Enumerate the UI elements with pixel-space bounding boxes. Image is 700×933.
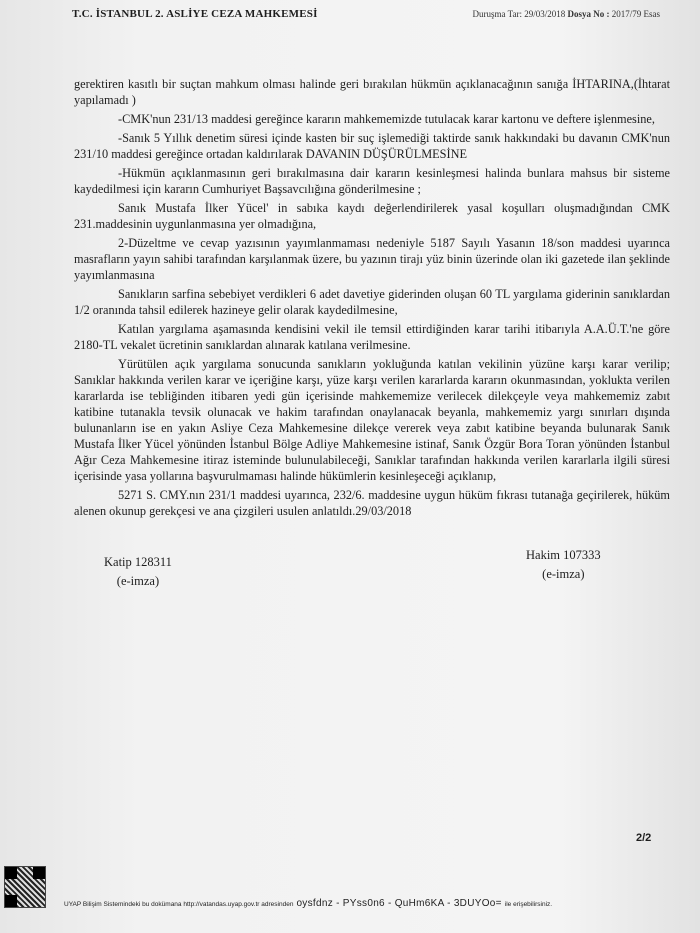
clerk-signature: [104, 553, 172, 591]
clerk-title: Katip 128311: [104, 555, 172, 569]
paragraph: Sanıkların sarfina sebebiyet verdikleri 6 adet davetiye giderinden oluşan 60 TL yargılama giderinin sanıklardan 1/2 oranında tahsil edilerek hazineye gelir olarak kaydedilmesine,: [74, 287, 670, 317]
clerk-e-signature-note: (e-imza): [116, 574, 160, 588]
judge-e-signature-note: (e-imza): [542, 567, 585, 581]
judge-title: Hakim 107333: [526, 548, 601, 562]
footer-prefix: UYAP Bilişim Sistemindeki bu dokümana http://vatandas.uyap.gov.tr adresinden: [64, 901, 294, 908]
paragraph: 5271 S. CMY.nın 231/1 maddesi uyarınca, 232/6. maddesine uygun hüküm fıkrası tutanağa geçirilerek, hüküm alenen okunup gerekçesi ve ana çizgileri usulen anlatıldı.29/03/2018: [74, 488, 670, 518]
hearing-label: Duruşma Tar:: [472, 9, 522, 19]
qr-code-icon: [4, 866, 46, 908]
court-name: T.C. İSTANBUL 2. ASLİYE CEZA MAHKEMESİ: [72, 8, 318, 20]
page-header: [72, 8, 660, 26]
file-label: Dosya No :: [567, 9, 610, 19]
paragraph: -Hükmün açıklanmasının geri bırakılmasına dair kararın kesinleşmesi halinda bunlara mahsus bir sisteme kaydedilmesi için kararın Cumhuriyet Başsavcılığına gönderilmesine ;: [74, 166, 670, 196]
paragraph: 2-Düzeltme ve cevap yazısının yayımlanmaması nedeniyle 5187 Sayılı Yasanın 18/son maddesi uyarınca masrafların yayın sahibi tarafından karşılanmak üzere, bu yazının tirajı yüz binin üzerinde olan iki gazetede ilan şeklinde yayımlanmasına: [74, 236, 670, 282]
paragraph: gerektiren kasıtlı bir suçtan mahkum olması halinde geri bırakılan hükmün açıklanacağının sanığa İHTARINA,(İhtarat yapılamadı ): [74, 77, 670, 107]
hearing-date: 29/03/2018: [524, 9, 566, 19]
judge-signature: [526, 546, 601, 584]
paragraph: Sanık Mustafa İlker Yücel' in sabıka kaydı değerlendirilerek yasal koşulları oluşmadığından CMK 231.maddesinin uygunlanmasına yer olmadığına,: [74, 201, 670, 231]
document-body: [74, 76, 670, 522]
hearing-info: [473, 9, 660, 19]
footer-suffix: ile erişebilirsiniz.: [504, 901, 553, 908]
uyap-footer: [64, 898, 670, 912]
verification-code: oysfdnz - PYss0n6 - QuHm6KA - 3DUYOo=: [296, 898, 502, 909]
paragraph: Yürütülen açık yargılama sonucunda sanıkların yokluğunda katılan vekilinin yüzüne karşı karar verilip; Sanıklar hakkında verilen karar ve içeriğine karşı, yüze karşı verilen kararlarda kararın okunmasından, yoklukta verilen kararlarda ise tebliğinden itibaren yedi gün içerisinde mahkememize verilecek dilekçeyle veya mahkememiz zabıt katibine tutanakla tevsik olunacak ve hakim tarafından onaylanacak beyanla, mahkememiz yargı sınırları dışında bulunanların ise en yakın Asliye Ceza Mahkemesine dilekçe vererek veya zabıt katibine beyanda bulunarak Sanık Mustafa İlker Yücel yönünden İstanbul Bölge Adliye Mahkemesine istinaf, Sanık Özgür Bora Toran yönünden İstanbul Ağır Ceza Mahkemesine itiraz isteminde bulunulabileceği, Sanıklar tarafından hakkında verilen kararlarla ilgili süresi içerisinde yasa yollarına başvurulmaması halinde hükümlerin kesinleşeceği açıklanıp,: [74, 357, 670, 483]
page-number: 2/2: [636, 832, 652, 844]
file-number: 2017/79 Esas: [611, 9, 660, 19]
paragraph: -CMK'nun 231/13 maddesi gereğince kararın mahkememizde tutulacak karar kartonu ve deftere işlenmesine,: [118, 112, 655, 126]
paragraph: Katılan yargılama aşamasında kendisini vekil ile temsil ettirdiğinden karar tarihi itibarıyla A.A.Ü.T.'ne göre 2180-TL vekalet ücretinin sanıklardan alınarak katılana verilmesine.: [74, 322, 670, 352]
paragraph: -Sanık 5 Yıllık denetim süresi içinde kasten bir suç işlemediği taktirde sanık hakkındaki bu davanın CMK'nun 231/10 maddesi gereğince ortadan kaldırılarak DAVANIN DÜŞÜRÜLMESİNE: [74, 131, 670, 161]
